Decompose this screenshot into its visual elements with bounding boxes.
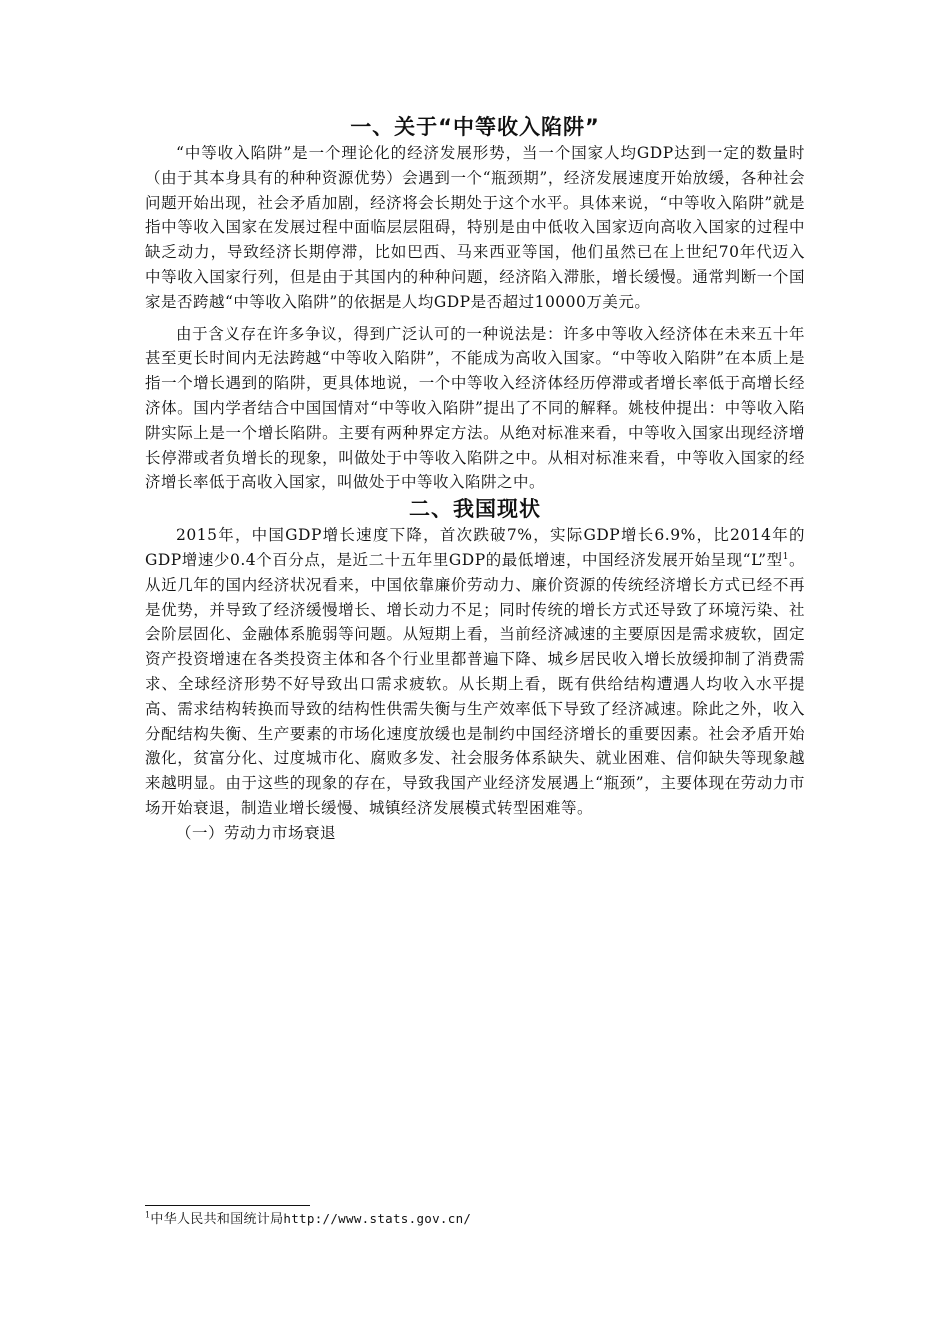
section-1-paragraph-1: “中等收入陷阱”是一个理论化的经济发展形势，当一个国家人均GDP达到一定的数量时（由于其本身具有的种种资源优势）会遇到一个“瓶颈期”，经济发展速度开始放缓，各种社会问题开始出现，社会矛盾加剧，经济将会长期处于这个水平。具体来说，“中等收入陷阱”就是指中等收入国家在发展过程中面临层层阻碍，特别是由中低收入国家迈向高收入国家的过程中缺乏动力，导致经济长期停滞，比如巴西、马来西亚等国，他们虽然已在上世纪70年代迈入中等收入国家行列，但是由于其国内的种种问题，经济陷入滞胀，增长缓慢。通常判断一个国家是否跨越“中等收入陷阱”的依据是人均GDP是否超过10000万美元。 — [145, 144, 805, 311]
section-2-title: 二、我国现状 — [409, 497, 541, 522]
footnote-reference-mark[interactable]: 1 — [782, 551, 789, 562]
section-2-text-before-ref: 2015年，中国GDP增长速度下降，首次跌破7%，实际GDP增长6.9%，比2014年的GDP增速少0.4个百分点，是近二十五年里GDP的最低增速，中国经济发展开始呈现“L”型 — [145, 526, 805, 569]
footnote-text: 中华人民共和国统计局 — [150, 1212, 284, 1227]
section-1-paragraph-2: 由于含义存在许多争议，得到广泛认可的一种说法是：许多中等收入经济体在未来五十年甚至更长时间内无法跨越“中等收入陷阱”，不能成为高收入国家。“中等收入陷阱”在本质上是指一个增长遇到的陷阱，更具体地说，一个中等收入经济体经历停滞或者增长率低于高增长经济体。国内学者结合中国国情对“中等收入陷阱”提出了不同的解释。姚枝仲提出：中等收入陷阱实际上是一个增长陷阱。主要有两种界定方法。从绝对标准来看，中等收入国家出现经济增长停滞或者负增长的现象，叫做处于中等收入陷阱之中。从相对标准来看，中等收入国家的经济增长率低于高收入国家，叫做处于中等收入陷阱之中。 — [145, 324, 805, 492]
footnote-url-link[interactable]: http://www.stats.gov.cn/ — [283, 1211, 472, 1226]
section-1-title: 一、关于“中等收入陷阱” — [350, 115, 600, 139]
footnote — [145, 1210, 471, 1229]
footnote-mark: 1 — [145, 1210, 151, 1220]
document-body — [145, 113, 805, 846]
footnote-divider — [145, 1205, 310, 1206]
section-2-paragraph — [145, 523, 805, 821]
subsection-heading-labor-market: （一）劳动力市场衰退 — [176, 823, 337, 842]
section-2-text-after-ref: 。从近几年的国内经济状况看来，中国依靠廉价劳动力、廉价资源的传统经济增长方式已经不再是优势，并导致了经济缓慢增长、增长动力不足；同时传统的增长方式还导致了环境污染、社会阶层固化、金融体系脆弱等问题。从短期上看，当前经济减速的主要原因是需求疲软，固定资产投资增速在各类投资主体和各个行业里都普遍下降、城乡居民收入增长放缓抑制了消费需求、全球经济形势不好导致出口需求疲软。从长期上看，既有供给结构遭遇人均收入水平提高、需求结构转换而导致的结构性供需失衡与生产效率低下导致了经济减速。除此之外，收入分配结构失衡、生产要素的市场化速度放缓也是制约中国经济增长的重要因素。社会矛盾开始激化，贫富分化、过度城市化、腐败多发、社会服务体系缺失、就业困难、信仰缺失等现象越来越明显。由于这些的现象的存在，导致我国产业经济发展遇上“瓶颈”，主要体现在劳动力市场开始衰退，制造业增长缓慢、城镇经济发展模式转型困难等。 — [145, 550, 805, 817]
